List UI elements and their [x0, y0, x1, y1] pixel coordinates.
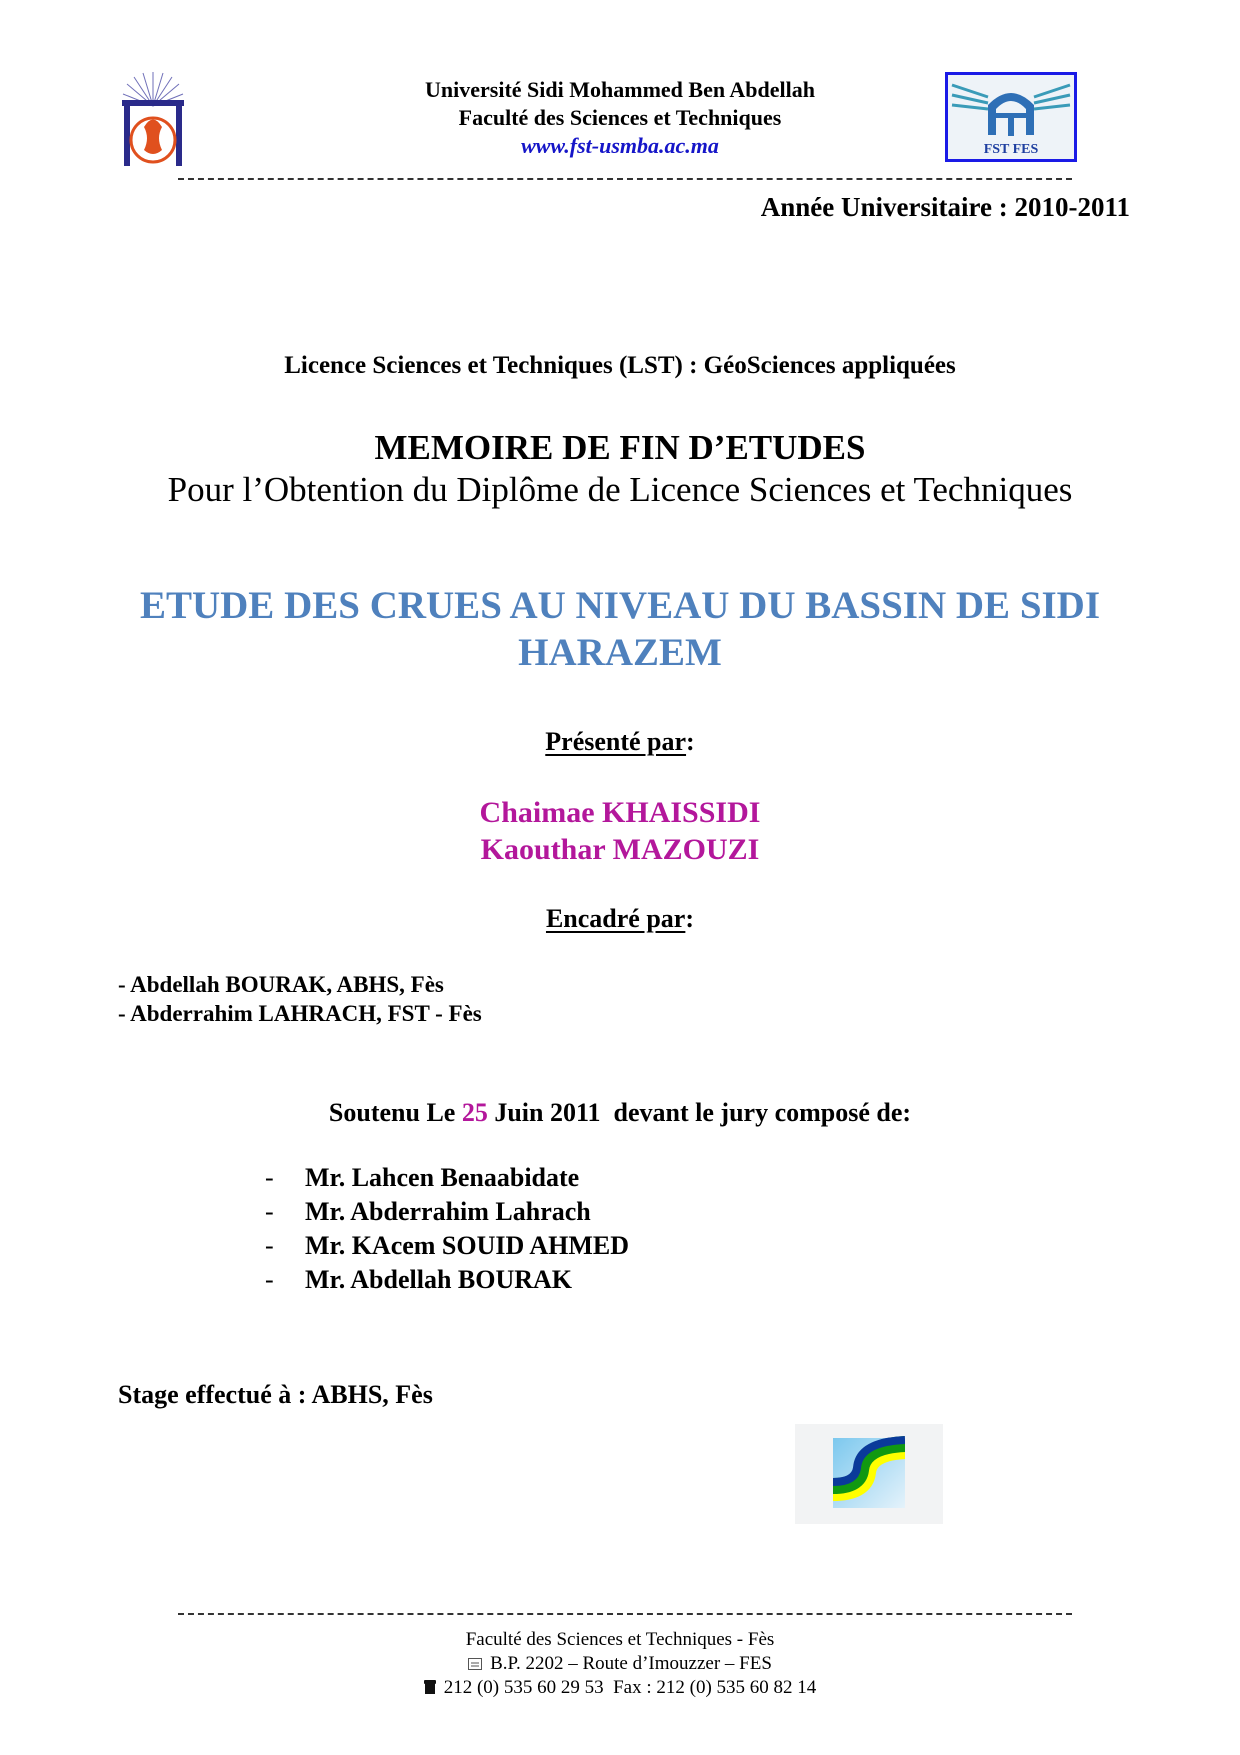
header-divider: [178, 178, 1072, 180]
thesis-title-line-1: ETUDE DES CRUES AU NIVEAU DU BASSIN DE SIDI: [139, 584, 1101, 627]
mail-icon: [468, 1654, 482, 1678]
phone-icon: [424, 1678, 436, 1702]
footer-address: B.P. 2202 – Route d’Imouzzer – FES: [0, 1652, 1240, 1678]
jury-member: - Mr. Lahcen Benaabidate: [265, 1163, 580, 1192]
university-name: Université Sidi Mohammed Ben Abdellah: [425, 77, 815, 102]
document-type: MEMOIRE DE FIN D’ETUDES: [374, 428, 866, 467]
supervised-by-heading: Encadré par:: [545, 904, 695, 933]
defense-statement: Soutenu Le 25 Juin 2011 devant le jury composé de:: [328, 1098, 912, 1127]
student-name: Kaouthar MAZOUZI: [480, 833, 760, 866]
svg-text:FST FES: FST FES: [983, 142, 1039, 157]
supervised-by-label: Encadré par: [545, 904, 686, 933]
presented-by-heading: Présenté par:: [545, 727, 695, 756]
student-name: Chaimae KHAISSIDI: [479, 796, 761, 829]
abhs-logo: [795, 1424, 943, 1524]
footer-divider: [178, 1613, 1072, 1615]
jury-member: - Mr. Abdellah BOURAK: [265, 1265, 573, 1294]
supervisor-item: - Abdellah BOURAK, ABHS, Fès: [118, 972, 444, 997]
presented-by-label: Présenté par: [545, 727, 687, 756]
jury-member: - Mr. KAcem SOUID AHMED: [265, 1231, 630, 1260]
internship-location: Stage effectué à : ABHS, Fès: [118, 1380, 433, 1409]
footer-institution: Faculté des Sciences et Techniques - Fès: [465, 1629, 775, 1650]
academic-year: Année Universitaire : 2010-2011: [760, 192, 1130, 222]
supervisor-item: - Abderrahim LAHRACH, FST - Fès: [118, 1001, 482, 1026]
faculty-name: Faculté des Sciences et Techniques: [458, 105, 782, 130]
website-link[interactable]: www.fst-usmba.ac.ma: [521, 133, 719, 158]
degree-purpose: Pour l’Obtention du Diplôme de Licence Sciences et Techniques: [167, 470, 1073, 509]
footer-phone: 212 (0) 535 60 29 53 Fax : 212 (0) 535 60 82 14: [0, 1676, 1240, 1702]
program-name: Licence Sciences et Techniques (LST) : GéoSciences appliquées: [284, 352, 956, 379]
fst-fes-logo: [945, 72, 1077, 162]
jury-member: - Mr. Abderrahim Lahrach: [265, 1197, 591, 1226]
thesis-title-line-2: HARAZEM: [518, 631, 722, 674]
defense-day: 25: [461, 1098, 488, 1127]
